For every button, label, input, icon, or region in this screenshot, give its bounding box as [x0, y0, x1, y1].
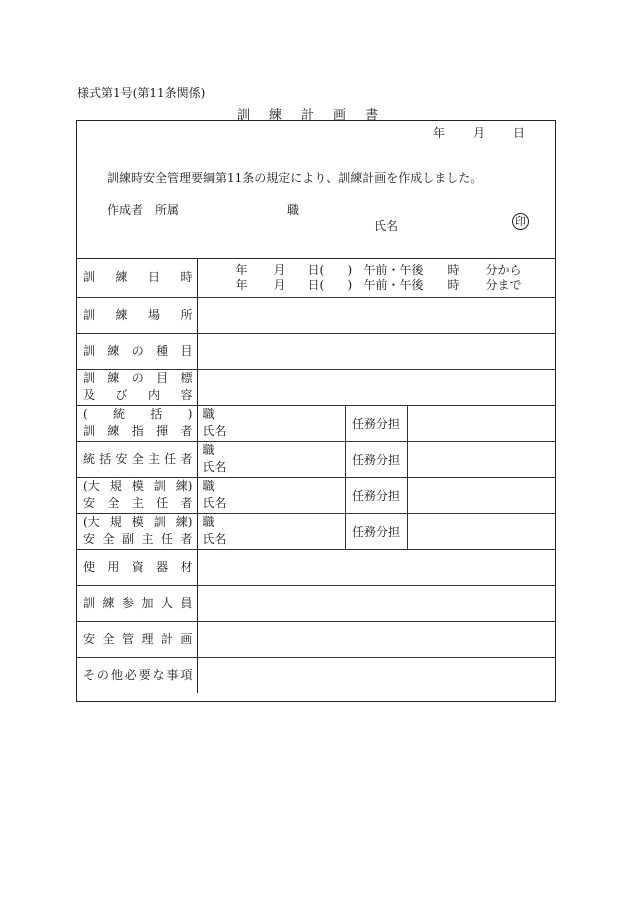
name-label: 氏名	[374, 219, 399, 233]
safety-deputy-post-name-field[interactable]	[197, 513, 345, 549]
equipment-field[interactable]	[197, 549, 555, 585]
type-field[interactable]	[197, 333, 555, 369]
position-label: 職	[287, 203, 300, 217]
table-row	[77, 657, 555, 693]
datetime-start: 年 月 日( ) 午前・午後 時 分から	[235, 262, 522, 277]
datetime-end: 年 月 日( ) 午前・午後 時 分まで	[235, 277, 522, 292]
commander-post-name-field[interactable]	[197, 405, 345, 441]
name-label: 氏名	[202, 532, 227, 546]
equipment-label: 使 用 資 器 材	[77, 549, 197, 585]
duty-label: 任務分担	[345, 405, 407, 441]
table-row	[77, 369, 555, 405]
duty-label: 任務分担	[345, 513, 407, 549]
seal-mark: 印	[512, 213, 529, 230]
general-safety-duty-field[interactable]	[407, 441, 555, 477]
safety-plan-label: 安 全 管 理 計 画	[77, 621, 197, 657]
other-label: そ の 他 必 要 な 事 項	[77, 657, 197, 693]
table-row	[77, 297, 555, 333]
post-label: 職	[202, 515, 215, 529]
post-label: 職	[202, 443, 215, 457]
date-field[interactable]	[411, 124, 525, 141]
table-row	[77, 405, 555, 441]
safety-deputy-label: (大 規 模 訓 練) 安 全 副 主 任 者	[77, 513, 197, 549]
header-section	[77, 121, 555, 259]
table-row	[77, 585, 555, 621]
post-label: 職	[202, 479, 215, 493]
table-row	[77, 513, 555, 549]
safety-chief-label: (大 規 模 訓 練) 安 全 主 任 者	[77, 477, 197, 513]
other-field[interactable]	[197, 657, 555, 693]
plan-table	[77, 259, 555, 693]
duty-label: 任務分担	[345, 477, 407, 513]
participants-field[interactable]	[197, 585, 555, 621]
commander-duty-field[interactable]	[407, 405, 555, 441]
title-char: 計	[301, 108, 315, 123]
table-row	[77, 549, 555, 585]
title-char: 書	[365, 108, 379, 123]
table-row	[77, 441, 555, 477]
statement-text: 訓練時安全管理要綱第11条の規定により、訓練計画を作成しました。	[107, 171, 483, 185]
year-label: 年	[432, 126, 445, 140]
table-row	[77, 259, 555, 297]
goal-label: 訓 練 の 目 標 及 び 内 容	[77, 369, 197, 405]
datetime-label: 訓 練 日 時	[77, 259, 197, 297]
title-char: 練	[269, 108, 283, 123]
month-label: 月	[472, 126, 485, 140]
creator-label: 作成者	[107, 203, 144, 217]
table-row	[77, 477, 555, 513]
participants-label: 訓 練 参 加 人 員	[77, 585, 197, 621]
title-char: 画	[333, 108, 347, 123]
duty-label: 任務分担	[345, 441, 407, 477]
commander-label: ( 統 括 ) 訓 練 指 揮 者	[77, 405, 197, 441]
day-label: 日	[512, 126, 525, 140]
department-label: 所属	[155, 203, 180, 217]
title-char: 訓	[237, 108, 251, 123]
form-number: 様式第1号(第11条関係)	[77, 86, 206, 100]
name-label: 氏名	[202, 424, 227, 438]
place-field[interactable]	[197, 297, 555, 333]
name-label: 氏名	[202, 496, 227, 510]
table-row	[77, 333, 555, 369]
safety-chief-duty-field[interactable]	[407, 477, 555, 513]
general-safety-label: 統 括 安 全 主 任 者	[77, 441, 197, 477]
place-label: 訓 練 場 所	[77, 297, 197, 333]
type-label: 訓 練 の 種 目	[77, 333, 197, 369]
goal-field[interactable]	[197, 369, 555, 405]
form-sheet	[76, 120, 556, 702]
datetime-field[interactable]	[197, 259, 555, 297]
post-label: 職	[202, 407, 215, 421]
name-label: 氏名	[202, 460, 227, 474]
safety-deputy-duty-field[interactable]	[407, 513, 555, 549]
safety-chief-post-name-field[interactable]	[197, 477, 345, 513]
table-row	[77, 621, 555, 657]
general-safety-post-name-field[interactable]	[197, 441, 345, 477]
safety-plan-field[interactable]	[197, 621, 555, 657]
